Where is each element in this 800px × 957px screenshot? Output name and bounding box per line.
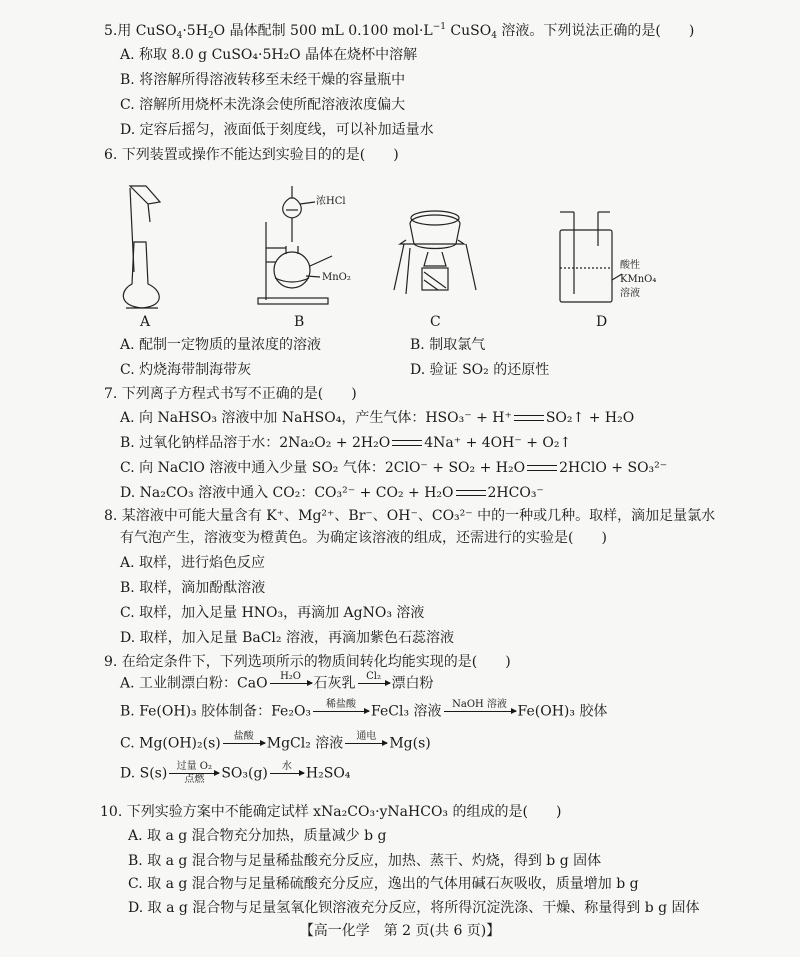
q10-option-c: C. 取 a g 混合物与足量稀硫酸充分反应，逸出的气体用碱石灰吸收，质量增加 b g — [128, 876, 639, 892]
q10-option-a: A. 取 a g 混合物充分加热，质量减少 b g — [128, 828, 387, 844]
q6-stem: 6. 下列装置或操作不能达到实验目的的是( ) — [104, 147, 399, 163]
fig-d-gas-washing-bottle — [560, 212, 622, 302]
q9-option-d: D. S(s) 过量 O₂ 点燃 SO₃(g) 水 H₂SO₄ — [120, 761, 351, 785]
q8-option-d: D. 取样，加入足量 BaCl₂ 溶液，再滴加紫色石蕊溶液 — [120, 630, 454, 646]
fig-c-label: C — [430, 314, 441, 330]
q6-option-b: B. 制取氯气 — [410, 337, 486, 353]
fig-d-kmno4-label-2: KMnO₄ — [620, 274, 657, 285]
q7-option-b: B. 过氧化钠样品溶于水：2Na₂O₂ + 2H₂O 4Na⁺ + 4OH⁻ + O₂↑ — [120, 435, 572, 451]
q6-option-a: A. 配制一定物质的量浓度的溶液 — [120, 337, 322, 353]
q9-stem: 9. 在给定条件下，下列选项所示的物质间转化均能实现的是( ) — [104, 654, 511, 670]
q5-option-d: D. 定容后摇匀，液面低于刻度线，可以补加适量水 — [120, 122, 434, 138]
fig-b-hcl-label: 浓HCl — [316, 196, 346, 207]
q10-option-b: B. 取 a g 混合物与足量稀盐酸充分反应，加热、蒸干、灼烧，得到 b g 固体 — [128, 853, 602, 869]
fig-d-kmno4-label-1: 酸性 — [620, 260, 640, 271]
q8-stem-line-1: 8. 某溶液中可能大量含有 K⁺、Mg²⁺、Br⁻、OH⁻、CO₃²⁻ 中的一种或几种。取样，滴加足量氯水 — [104, 508, 716, 524]
q8-option-a: A. 取样，进行焰色反应 — [120, 555, 266, 571]
q5-option-c: C. 溶解所用烧杯未洗涤会使所配溶液浓度偏大 — [120, 97, 406, 113]
fig-d-kmno4-label-3: 溶液 — [620, 288, 640, 299]
q9-option-a: A. 工业制漂白粉：CaO H₂O 石灰乳 Cl₂ 漂白粉 — [120, 671, 434, 692]
q7-option-a: A. 向 NaHSO₃ 溶液中加 NaHSO₄，产生气体：HSO₃⁻ + H⁺ SO₂↑ + H₂O — [120, 410, 635, 426]
q5-option-a: A. 称取 8.0 g CuSO₄·5H₂O 晶体在烧杯中溶解 — [120, 47, 418, 63]
q8-option-b: B. 取样，滴加酚酞溶液 — [120, 580, 266, 596]
q9-option-c: C. Mg(OH)₂(s) 盐酸 MgCl₂ 溶液 通电 Mg(s) — [120, 731, 431, 752]
apparatus-illustrations — [110, 182, 670, 332]
q9-option-b: B. Fe(OH)₃ 胶体制备：Fe₂O₃ 稀盐酸 FeCl₃ 溶液 NaOH 溶液 Fe(OH)₃ 胶体 — [120, 699, 608, 720]
fig-c-crucible-tripod — [394, 211, 476, 294]
q7-option-d: D. Na₂CO₃ 溶液中通入 CO₂：CO₃²⁻ + CO₂ + H₂O 2HCO₃⁻ — [120, 485, 544, 501]
q7-option-c: C. 向 NaClO 溶液中通入少量 SO₂ 气体：2ClO⁻ + SO₂ + H₂O 2HClO + SO₃²⁻ — [120, 460, 668, 476]
fig-a-volumetric-flask — [123, 186, 160, 308]
q10-stem: 10. 下列实验方案中不能确定试样 xNa₂CO₃·yNaHCO₃ 的组成的是( ) — [100, 804, 562, 820]
q6-option-d: D. 验证 SO₂ 的还原性 — [410, 362, 550, 378]
q6-option-c: C. 灼烧海带制海带灰 — [120, 362, 252, 378]
fig-b-label: B — [294, 314, 305, 330]
fig-a-label: A — [140, 314, 151, 330]
page-footer: 【高一化学 第 2 页(共 6 页)】 — [299, 923, 501, 939]
q8-stem-line-2: 有气泡产生，溶液变为橙黄色。为确定该溶液的组成，还需进行的实验是( ) — [120, 530, 607, 546]
q5-option-b: B. 将溶解所得溶液转移至未经干燥的容量瓶中 — [120, 72, 406, 88]
q7-stem: 7. 下列离子方程式书写不正确的是( ) — [104, 386, 357, 402]
q10-option-d: D. 取 a g 混合物与足量氢氧化钡溶液充分反应，将所得沉淀洗涤、干燥、称量得到 b g 固体 — [128, 900, 700, 916]
fig-d-label: D — [596, 314, 608, 330]
q6-apparatus-figures — [110, 182, 670, 332]
q8-option-c: C. 取样，加入足量 HNO₃，再滴加 AgNO₃ 溶液 — [120, 605, 425, 621]
q5-stem: 5.用 $CuSO_4\cdot 5H_2O$ 晶体配制 500 mL 0.100 $mol\cdot L^{-1}$ CuSO$_4$ 溶液。下列说法正确的是( ) — [104, 22, 695, 41]
fig-b-mno2-label: MnO₂ — [322, 272, 351, 283]
